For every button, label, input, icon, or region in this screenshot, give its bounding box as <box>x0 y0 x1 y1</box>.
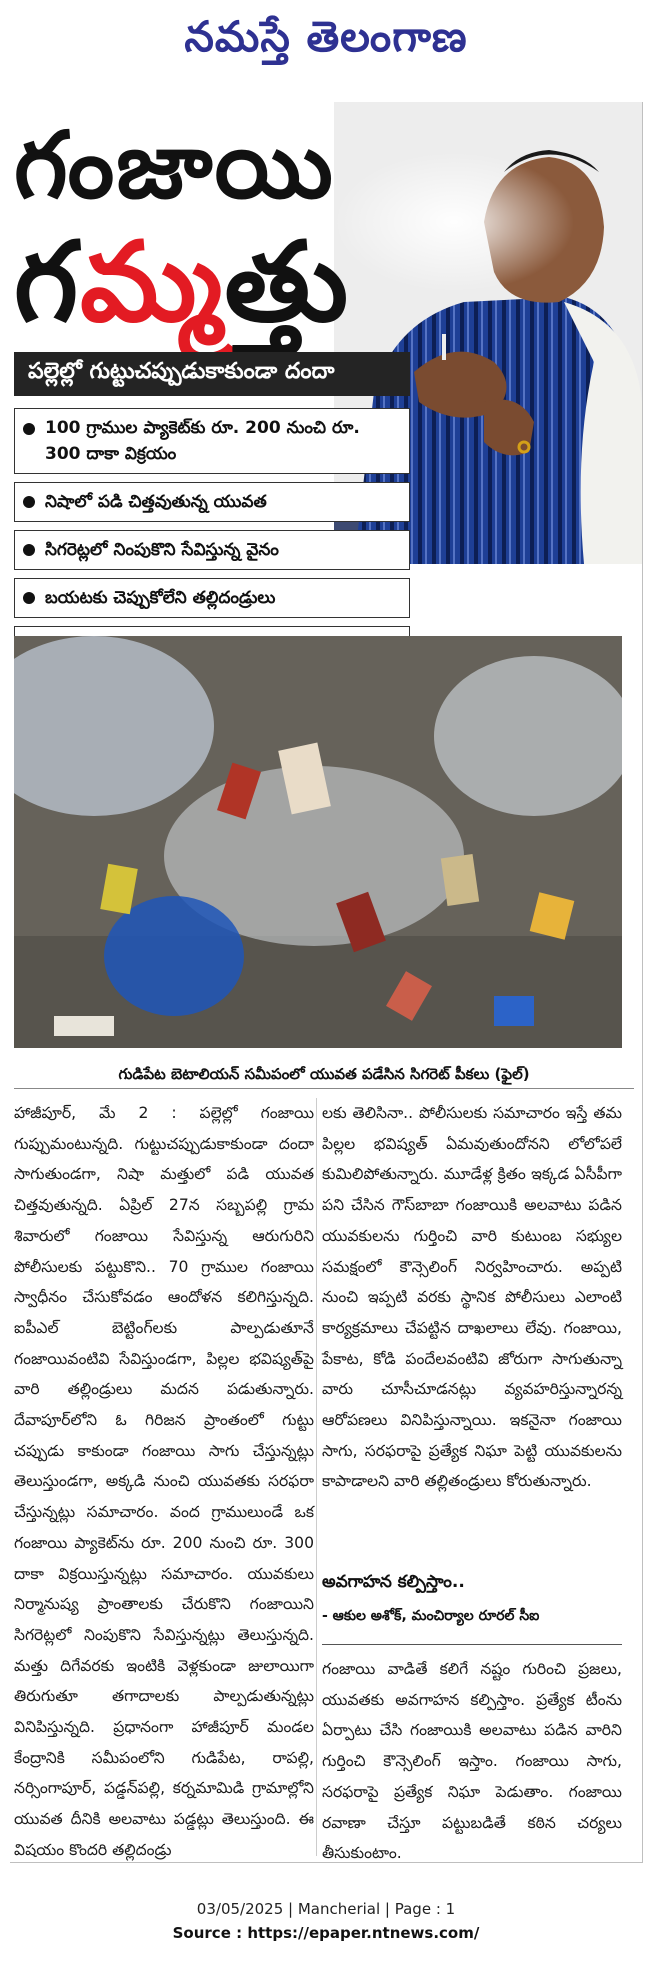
highlight-text: బయటకు చెప్పుకోలేని తల్లిదండ్రులు <box>45 588 276 608</box>
subhead-banner: పల్లెల్లో గుట్టుచప్పుడుకాకుండా దందా <box>14 352 410 396</box>
sidebar-byline: - ఆకుల అశోక్, మంచిర్యాల రూరల్ సీఐ <box>322 1608 540 1624</box>
footer-edition-info: 03/05/2025 | Mancherial | Page : 1 <box>196 1900 456 1918</box>
sidebar-heading: అవగాహన కల్పిస్తాం.. <box>322 1572 465 1592</box>
article-body-right: లకు తెలిసినా.. పోలీసులకు సమాచారం ఇస్తే తమ పిల్లల భవిష్యత్ ఏమవుతుందోనని లోలోపలే కుమిలిపోతున్నారు. మూడేళ్ల క్రితం ఇక్కడ ఏసీపీగా పని చేసిన గౌస్‌బాబా గంజాయికి అలవాటు పడిన యువకులను గుర్తించి వారి కుటుంబ సభ్యుల సమక్షంలో కౌన్సెలింగ్ నిర్వహించారు. అప్పటి నుంచి ఇప్పటి వరకు స్థానిక పోలీసులు ఎలాంటి కార్యక్రమాలు చేపట్టిన దాఖలాలు లేవు. గంజాయి, పేకాట, కోడి పందేలవంటివి జోరుగా సాగుతున్నా వారు చూసీచూడనట్లు వ్యవహరిస్తున్నారన్న ఆరోపణలు వినిపిస్తున్నాయి. ఇకనైనా గంజాయి సాగు, సరఫరాపై ప్రత్యేక నిఘా పెట్టి యువకులను కాపాడాలని వారి తల్లితండ్రులు కోరుతున్నారు. <box>322 1104 622 1491</box>
headline-line-2 <box>14 218 414 346</box>
highlight-text: నిషాలో పడి చిత్తవుతున్న యువత <box>45 492 267 512</box>
bullet-dot-icon <box>23 496 35 508</box>
headline-part-3: త్తు <box>224 218 351 346</box>
highlight-text: సిగరెట్లలో నింపుకొని సేవిస్తున్న వైనం <box>45 540 279 560</box>
article-body-left: హాజీపూర్, మే 2 : పల్లెల్లో గంజాయి గుప్పుమంటున్నది. గుట్టుచప్పుడుకాకుండా దందా సాగుతుండగా, నిషా మత్తులో పడి యువత చిత్తవుతున్నది. ఏప్రిల్ 27న సబ్బపల్లి గ్రామ శివారులో గంజాయి సేవిస్తున్న ఆరుగురిని పోలీసులకు పట్టుకొని.. 70 గ్రాముల గంజాయి స్వాధీనం చేసుకోవడం ఆందోళన కలిగిస్తున్నది. ఐపీఎల్ బెట్టింగ్‌లకు పాల్పడుతూనే గంజాయివంటివి సేవిస్తుండగా, పిల్లల భవిష్యత్‌పై వారి తల్లిండ్రులు మదన పడుతున్నారు. దేవాపూర్‌లోని ఓ గిరిజన ప్రాంతంలో గుట్టు చప్పుడు కాకుండా గంజాయి సాగు చేస్తున్నట్లు తెలుస్తుండగా, అక్కడి నుంచి యువతకు సరఫరా చేస్తున్నట్లు సమాచారం. వంద గ్రాములుండే ఒక గంజాయి ప్యాకెట్‌ను రూ. 200 నుంచి రూ. 300 దాకా విక్రయిస్తున్నట్లు సమాచారం. యువకులు నిర్మానుష్య ప్రాంతాలకు చేరుకొని గంజాయిని సిగరెట్లలో నింపుకొని సేవిస్తున్నట్లు తెలుస్తున్నది. మత్తు దిగేవరకు ఇంటికి వెళ్లకుండా జులాయిగా తిరుగుతూ తగాదాలకు పాల్పడుతున్నట్లు వినిపిస్తున్నది. ప్రధానంగా హాజీపూర్ మండల కేంద్రానికి సమీపంలోని గుడిపేట, రాపల్లి, నర్సింగాపూర్, పడ్డన్‌పల్లి, కర్నమామిడి గ్రామాల్లోని యువత దీనికి అలవాటు పడ్డట్లు తెలుస్తుంది. ఈ విషయం కొందరి తల్లిదండ్రు <box>14 1104 314 1859</box>
highlight-item <box>14 530 410 570</box>
caption-divider <box>14 1088 634 1089</box>
sidebar-rule <box>322 1644 622 1645</box>
bullet-dot-icon <box>23 544 35 556</box>
headline-line-1: గంజాయి <box>14 112 335 219</box>
bullet-dot-icon <box>23 592 35 604</box>
highlight-item <box>14 408 410 474</box>
highlight-item <box>14 482 410 522</box>
headline-part-red: మ్మ <box>80 218 225 346</box>
photo-caption: గుడిపేట బెటాలియన్ సమీపంలో యువత పడేసిన సిగరెట్ పీకలు (ఫైల్) <box>118 1065 530 1083</box>
headline-part-1: గ <box>14 218 81 346</box>
highlight-text: 100 గ్రాముల ప్యాకెట్‌కు రూ. 200 నుంచి రూ. 300 దాకా విక్రయం <box>45 418 360 464</box>
footer-source-link[interactable]: Source : https://epaper.ntnews.com/ <box>172 1924 480 1942</box>
sidebar-text: గంజాయి వాడితే కలిగే నష్టం గురించి ప్రజలు, యువతకు అవగాహన కల్పిస్తాం. ప్రత్యేక టీంను ఏర్పాటు చేసి గంజాయికి అలవాటు పడిన వారిని గుర్తించి కౌన్సెలింగ్ ఇస్తాం. గంజాయి సాగు, సరఫరాపై ప్రత్యేక నిఘా పెడుతాం. గంజాయి రవాణా చేస్తూ పట్టుబడితే కఠిన చర్యలు తీసుకుంటాం. <box>322 1660 622 1863</box>
column-divider <box>316 1098 317 1856</box>
masthead-logo: నమస్తే తెలంగాణ <box>184 12 468 61</box>
cigarette-litter-photo <box>14 636 622 1048</box>
bullet-dot-icon <box>23 423 35 435</box>
highlight-item <box>14 578 410 618</box>
